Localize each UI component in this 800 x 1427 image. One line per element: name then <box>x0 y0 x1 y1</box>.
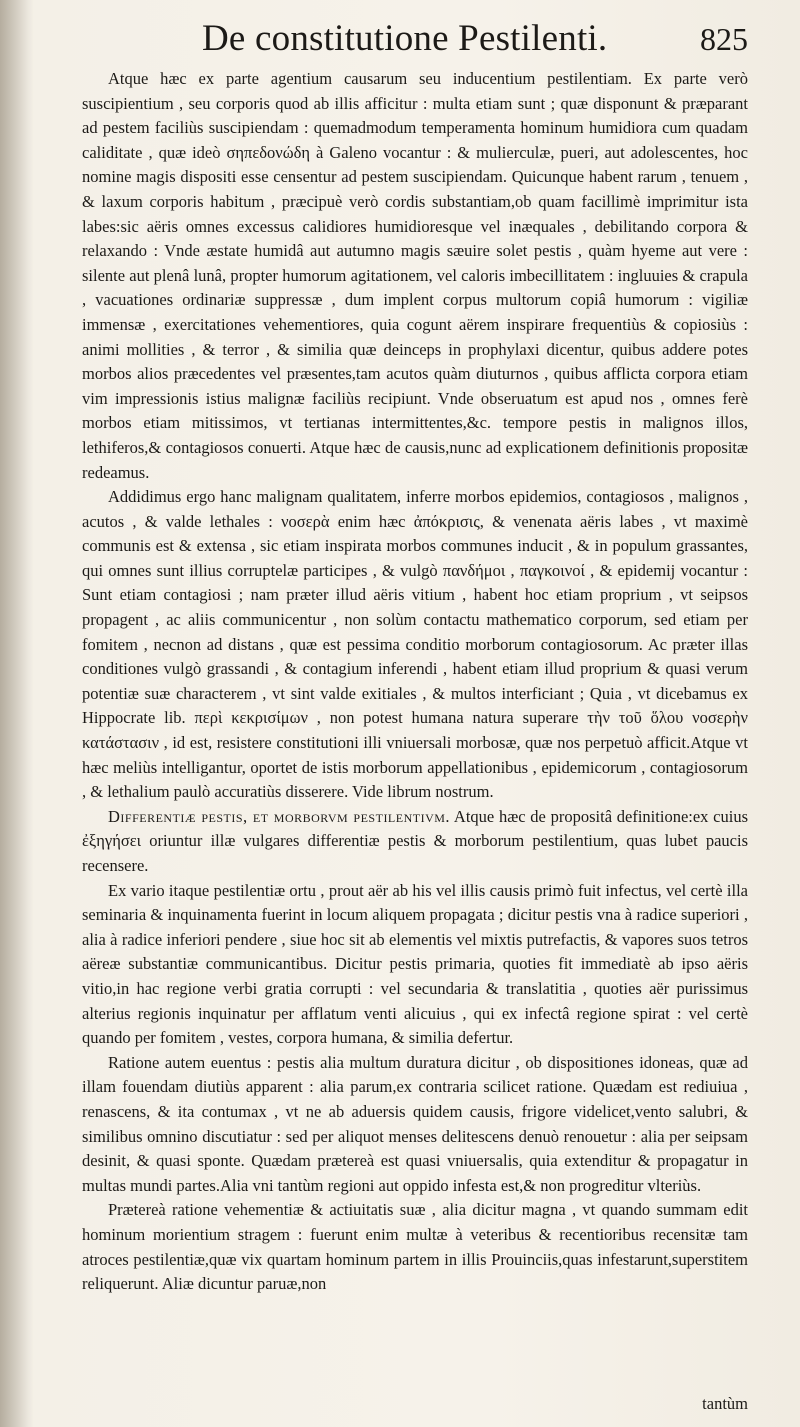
paragraph-definition: Addidimus ergo hanc malignam qualitatem, inferre morbos epidemios, contagiosos , malignos , acutos , & valde lethales : νοσερὰ enim hæc ἀπόκρισις, & venenata aëris labes , vt maximè communis est & extensa , sic etiam inspirata morbos communes inducit , & in populum grassantes, qui omnes sunt illius corruptelæ participes , & vulgò πανδήμοι , παγκοινοί , & epidemij vocantur : Sunt etiam contagiosi ; nam præter illud aëris vitium , habent hoc etiam proprium , vt seipsos propagent , ac aliis communicentur , non solùm contactu mathematico corporum, sed etiam per fomitem , necnon ad distans , quæ est pessima conditio morborum contagiosorum. Ac præter illas conditiones vulgò grassandi , & contagium inferendi , habent etiam illud proprium & quasi verum potentiæ suæ characterem , vt sint valde exitiales , & multos interficiant ; Quia , vt dicebamus ex Hippocrate lib. περὶ κεκρισίμων , non potest humana natura superare τὴν τοῦ ὅλου νοσερὴν κατάστασιν , id est, resistere constitutioni illi vniuersali morbosæ, quæ nos perpetuò afficit.Atque vt hæc meliùs intelligantur, oportet de istis morborum appellationibus , epidemicorum , contagiosorum , & lethalium paulò accuratiùs disserere. Vide librum nostrum. <box>82 487 748 802</box>
section-heading: Differentiæ pestis, et morborvm pestilentivm. <box>108 806 451 826</box>
running-title: De constitutione Pestilenti. <box>202 18 608 59</box>
paragraph-eventus: Ratione autem euentus : pestis alia multum duratura dicitur , ob dispositiones idoneas, quæ ad illam fouendam diutiùs apparent : alia parum,ex contraria scilicet ratione. Quædam est rediuiua , renascens, & ita contumax , vt ne ab aduersis quidem causis, frigore videlicet,vento salubri, & similibus omnino discutiatur : sed per aliquot menses delitescens denuò renouetur : alia per seipsam desinit, & quasi sponte. Quædam prætereà est quasi vniuersalis, quia extenditur & propagatur in multas mundi partes.Alia vni tantùm regioni aut oppido infesta est,& non progreditur vlteriùs. <box>82 1052 748 1195</box>
section-intro: Atque hæc de propositâ definitione:ex cuius ἐξηγήσει oriuntur illæ vulgares differentiæ pestis & morborum pestilentium, quas lubet paucis recensere. <box>82 806 748 875</box>
paragraph-causes: Atque hæc ex parte agentium causarum seu inducentium pestilentiam. Ex parte verò suscipientium , seu corporis quod ab illis afficitur : multa etiam sunt ; quæ disponunt & præparant ad pestem faciliùs suscipiendam : quemadmodum temperamenta hominum humidiora cum quadam caliditate , quæ ideò σηπεδονώδη à Galeno vocantur : & mulierculæ, pueri, aut adolescentes, hoc nomine magis dispositi esse censentur ad pestem suscipiendam. Quicunque habent rarum , tenuem , & laxum corporis habitum , præcipuè verò cordis substantiam,ob quam facillimè imprimitur ista labes:sic aëris omnes excessus calidiores humidioresque vel inæquales , debilitando corpora & relaxando : Vnde æstate humidâ aut autumno magis sæuire solet pestis , quàm hyeme aut vere : silente aut plenâ lunâ, propter humorum agitationem, vel caloris imbecillitatem : ingluuies & crapula , vacuationes ordinariæ suppressæ , dum implent corpus multorum copiâ humorum : vigiliæ immensæ , exercitationes vehementiores, quia cogunt aërem inspirare frequentiùs & copiosiùs : animi mollities , & terror , & similia quæ deinceps in prophylaxi dicentur, quibus addere potes morbos alios præcedentes vel præsentes,tam acutos quàm diuturnos , quibus afflicta corpora etiam vim impressionis istius malignæ faciliùs recipiunt. Vnde obseruatum est apud nos , omnes ferè morbos etiam mitissimos, vt tertianas intermittentes,&c. tempore pestis in malignos illos, lethiferos,& contagiosos conuerti. Atque hæc de causis,nunc ad explicationem definitionis propositæ redeamus. <box>82 69 748 482</box>
running-head <box>202 20 748 57</box>
paragraph-vehementia: Prætereà ratione vehementiæ & actiuitatis suæ , alia dicitur magna , vt quando summam edit hominum morientium stragem : fuerunt enim multæ à veteribus & recentioribus recensitæ tam atroces pestilentiæ,quæ vix quartam hominum partem in illis Prouinciis,quas infestarunt,superstitem reliquerunt. Aliæ dicuntur paruæ,non <box>82 1200 748 1294</box>
section-differentiae <box>82 805 748 879</box>
catchword: tantùm <box>702 1394 748 1413</box>
body-text <box>82 67 748 1297</box>
page-number: 825 <box>700 21 748 57</box>
gutter-shadow <box>0 0 34 1427</box>
paragraph-origin: Ex vario itaque pestilentiæ ortu , prout aër ab his vel illis causis primò fuit infectus, vel certè illa seminaria & inquinamenta fuerint in locum aliquem propagata ; dicitur pestis vna à radice superiori , alia à radice inferiori pendere , siue hoc sit ab elementis vel mixtis putrefactis, & vapores suos tetros aëreæ substantiæ communicantibus. Dicitur pestis primaria, quoties fit immediatè ab ipso aëris vitio,in hac regione verbi gratia corrupti : vel secundaria & translatitia , quoties aër purissimus alterius regionis inquinatur per afflatum venti alicuius , qui ex infectâ regione spirat : vel certè quando per fomitem , vestes, corpora humana, & similia defertur. <box>82 880 748 1048</box>
